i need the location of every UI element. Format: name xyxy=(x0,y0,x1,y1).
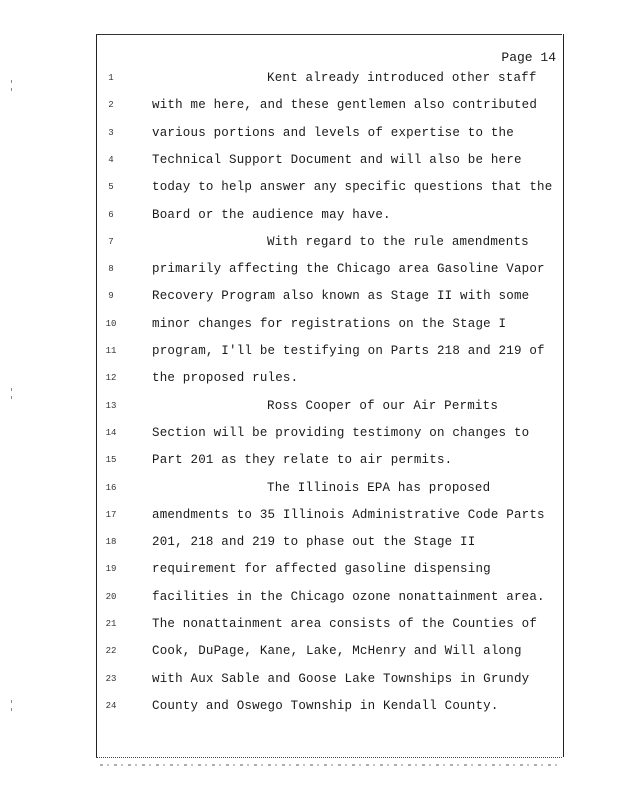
line-number: 1 xyxy=(108,73,114,83)
line-number: 12 xyxy=(105,373,117,383)
line-number: 19 xyxy=(105,564,117,574)
line-number: 21 xyxy=(105,619,117,629)
line-text: Recovery Program also known as Stage II with some xyxy=(152,289,530,303)
transcript-line xyxy=(0,232,618,252)
line-number: 11 xyxy=(105,346,117,356)
line-number: 16 xyxy=(105,483,117,493)
line-number: 6 xyxy=(108,210,114,220)
line-number: 22 xyxy=(105,646,117,656)
line-text: The nonattainment area consists of the Counties of xyxy=(152,617,538,631)
line-text: County and Oswego Township in Kendall County. xyxy=(152,699,499,713)
line-number: 4 xyxy=(108,155,114,165)
line-number: 20 xyxy=(105,592,117,602)
transcript-line xyxy=(0,559,618,579)
line-number: 17 xyxy=(105,510,117,520)
transcript-line xyxy=(0,123,618,143)
transcript-line xyxy=(0,478,618,498)
line-text: Section will be providing testimony on changes to xyxy=(152,426,530,440)
line-text: with me here, and these gentlemen also contributed xyxy=(152,98,538,112)
line-text: today to help answer any specific questions that the xyxy=(152,180,553,194)
transcript-line xyxy=(0,205,618,225)
transcript-line xyxy=(0,696,618,716)
transcript-line xyxy=(0,587,618,607)
transcript-line xyxy=(0,423,618,443)
line-text: facilities in the Chicago ozone nonattainment area. xyxy=(152,590,545,604)
transcript-line xyxy=(0,341,618,361)
line-text: Kent already introduced other staff xyxy=(267,71,537,85)
line-text: amendments to 35 Illinois Administrative Code Parts xyxy=(152,508,545,522)
transcript-line xyxy=(0,286,618,306)
line-number: 3 xyxy=(108,128,114,138)
transcript-line xyxy=(0,150,618,170)
line-number: 10 xyxy=(105,319,117,329)
line-text: with Aux Sable and Goose Lake Townships in Grundy xyxy=(152,672,530,686)
transcript-line xyxy=(0,641,618,661)
line-text: the proposed rules. xyxy=(152,371,299,385)
transcript-line xyxy=(0,396,618,416)
transcript-line xyxy=(0,368,618,388)
line-number: 9 xyxy=(108,291,114,301)
transcript-line xyxy=(0,314,618,334)
line-text: 201, 218 and 219 to phase out the Stage II xyxy=(152,535,476,549)
line-number: 8 xyxy=(108,264,114,274)
transcript-line xyxy=(0,532,618,552)
line-text: Part 201 as they relate to air permits. xyxy=(152,453,453,467)
line-number: 13 xyxy=(105,401,117,411)
line-text: requirement for affected gasoline dispensing xyxy=(152,562,491,576)
page-number-label: Page 14 xyxy=(501,50,556,65)
line-text: primarily affecting the Chicago area Gasoline Vapor xyxy=(152,262,545,276)
line-text: Cook, DuPage, Kane, Lake, McHenry and Will along xyxy=(152,644,522,658)
line-text: Ross Cooper of our Air Permits xyxy=(267,399,499,413)
transcript-line xyxy=(0,669,618,689)
transcript-line xyxy=(0,177,618,197)
line-text: Board or the audience may have. xyxy=(152,208,391,222)
line-text: minor changes for registrations on the Stage I xyxy=(152,317,507,331)
transcript-line xyxy=(0,450,618,470)
frame-bottom-rule xyxy=(96,757,562,758)
transcript-line xyxy=(0,95,618,115)
line-number: 15 xyxy=(105,455,117,465)
transcript-line xyxy=(0,259,618,279)
line-number: 14 xyxy=(105,428,117,438)
line-number: 7 xyxy=(108,237,114,247)
line-text: The Illinois EPA has proposed xyxy=(267,481,491,495)
line-number: 24 xyxy=(105,701,117,711)
line-text: program, I'll be testifying on Parts 218 and 219 of xyxy=(152,344,545,358)
bottom-scan-noise xyxy=(100,764,558,766)
line-number: 18 xyxy=(105,537,117,547)
frame-top-rule xyxy=(96,34,562,35)
line-text: Technical Support Document and will also be here xyxy=(152,153,522,167)
line-text: various portions and levels of expertise to the xyxy=(152,126,514,140)
line-number: 23 xyxy=(105,674,117,684)
transcript-line xyxy=(0,505,618,525)
line-text: With regard to the rule amendments xyxy=(267,235,529,249)
transcript-line xyxy=(0,614,618,634)
line-number: 2 xyxy=(108,100,114,110)
line-number: 5 xyxy=(108,182,114,192)
transcript-line xyxy=(0,68,618,88)
